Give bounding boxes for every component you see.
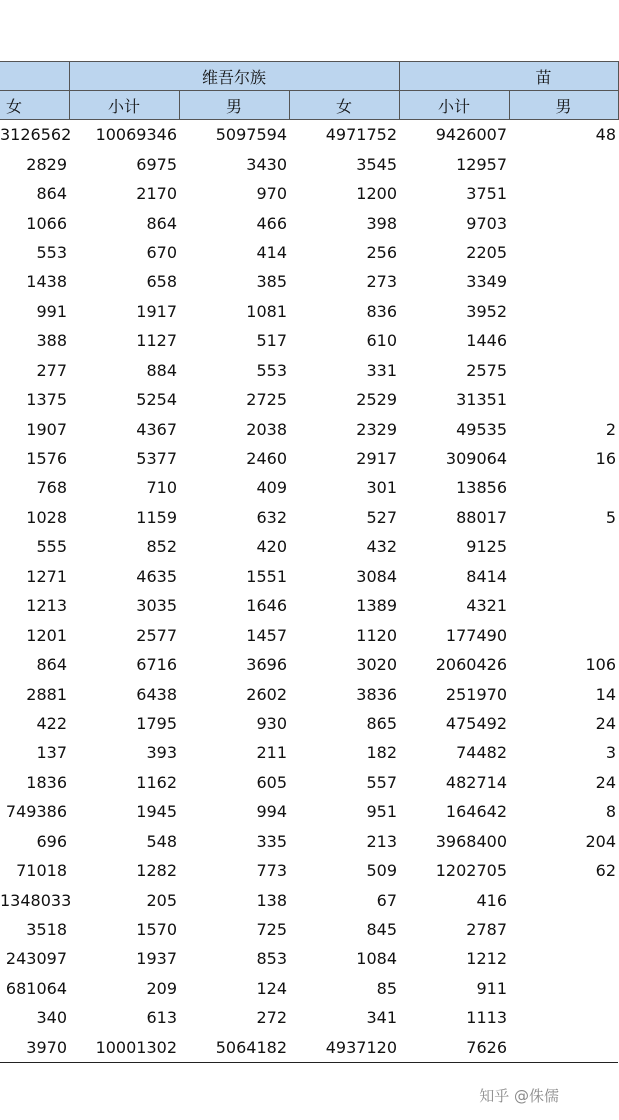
cell-female: 1084 — [356, 949, 397, 969]
cell-male: 1551 — [246, 566, 287, 586]
table-body — [0, 120, 618, 1063]
cell-male — [509, 208, 618, 237]
cell-subtotal: 5254 — [136, 390, 177, 410]
cell-male: 994 — [256, 802, 287, 822]
cell-female: 610 — [366, 331, 397, 351]
cell-female: 4937120 — [289, 1033, 399, 1063]
cell-female: 749386 — [5, 802, 67, 822]
table-row — [0, 532, 618, 561]
cell-female: 553 — [36, 242, 67, 262]
cell-subtotal: 2787 — [466, 920, 507, 940]
cell-male — [509, 385, 618, 414]
cell-female: 864 — [36, 655, 67, 675]
table-row — [0, 414, 618, 443]
cell-subtotal: 1282 — [136, 861, 177, 881]
cell-female: 509 — [366, 861, 397, 881]
cell-subtotal: 548 — [146, 831, 177, 851]
table-row — [0, 208, 618, 237]
cell-male: 773 — [256, 861, 287, 881]
cell-male — [509, 885, 618, 914]
cell-female: 2881 — [26, 684, 67, 704]
cell-subtotal: 7626 — [399, 1033, 509, 1063]
cell-male — [509, 179, 618, 208]
cell-female: 340 — [36, 1008, 67, 1028]
cell-female: 951 — [366, 802, 397, 822]
cell-male: 62 — [595, 861, 617, 881]
cell-female: 991 — [36, 301, 67, 321]
cell-subtotal: 393 — [146, 743, 177, 763]
cell-subtotal: 4321 — [466, 596, 507, 616]
table-row — [0, 356, 618, 385]
cell-subtotal: 884 — [146, 360, 177, 380]
cell-female: 1375 — [26, 390, 67, 410]
cell-subtotal: 3035 — [136, 596, 177, 616]
cell-male: 3430 — [246, 154, 287, 174]
cell-male: 930 — [256, 713, 287, 733]
cell-subtotal: 6716 — [136, 655, 177, 675]
cell-male: 420 — [256, 537, 287, 557]
table-row — [0, 827, 618, 856]
table-row — [0, 444, 618, 473]
cell-female: 1907 — [26, 419, 67, 439]
table-row — [0, 768, 618, 797]
column-header-female: 女 — [0, 91, 69, 120]
cell-male — [509, 326, 618, 355]
cell-subtotal: 416 — [476, 890, 507, 910]
cell-female: 243097 — [5, 949, 67, 969]
cell-subtotal: 10069346 — [95, 125, 177, 145]
cell-male: 632 — [256, 507, 287, 527]
cell-male: 2725 — [246, 390, 287, 410]
cell-male: 1457 — [246, 625, 287, 645]
cell-female: 71018 — [16, 861, 67, 881]
cell-female: 1201 — [26, 625, 67, 645]
column-header-male: 男 — [509, 91, 618, 120]
table-row — [0, 473, 618, 502]
table-row — [0, 238, 618, 267]
cell-male: 466 — [256, 213, 287, 233]
column-header-subtotal: 小计 — [69, 91, 179, 120]
cell-female: 3518 — [26, 920, 67, 940]
cell-female: 845 — [366, 920, 397, 940]
cell-female: 696 — [36, 831, 67, 851]
cell-male: 3696 — [246, 655, 287, 675]
cell-female: 213 — [366, 831, 397, 851]
cell-female: 331 — [366, 360, 397, 380]
cell-female: 3836 — [356, 684, 397, 704]
cell-male: 725 — [256, 920, 287, 940]
cell-subtotal: 482714 — [445, 772, 507, 792]
cell-male: 2460 — [246, 449, 287, 469]
cell-male: 517 — [256, 331, 287, 351]
cell-subtotal: 8414 — [466, 566, 507, 586]
cell-subtotal: 1212 — [466, 949, 507, 969]
cell-female: 1438 — [26, 272, 67, 292]
cell-subtotal: 49535 — [456, 419, 507, 439]
cell-female: 1836 — [26, 772, 67, 792]
cell-female: 3970 — [0, 1033, 69, 1063]
cell-male — [509, 1003, 618, 1032]
cell-male: 3 — [605, 743, 617, 763]
cell-subtotal: 3952 — [466, 301, 507, 321]
table-row — [0, 885, 618, 914]
cell-subtotal: 13856 — [456, 478, 507, 498]
header-column-row — [0, 91, 618, 120]
cell-subtotal: 1945 — [136, 802, 177, 822]
cell-female: 2529 — [356, 390, 397, 410]
cell-male: 2602 — [246, 684, 287, 704]
cell-male — [509, 267, 618, 296]
cell-subtotal: 1127 — [136, 331, 177, 351]
cell-female: 865 — [366, 713, 397, 733]
cell-male: 853 — [256, 949, 287, 969]
table-row — [0, 797, 618, 826]
table-row — [0, 562, 618, 591]
cell-male: 5097594 — [215, 125, 287, 145]
cell-subtotal: 2205 — [466, 242, 507, 262]
watermark-text: 知乎 @侏儒 — [479, 1087, 559, 1105]
cell-female: 301 — [366, 478, 397, 498]
table-row — [0, 915, 618, 944]
cell-subtotal: 670 — [146, 242, 177, 262]
cell-subtotal: 309064 — [445, 449, 507, 469]
cell-subtotal: 164642 — [445, 802, 507, 822]
cell-subtotal: 1162 — [136, 772, 177, 792]
cell-subtotal: 1202705 — [435, 861, 507, 881]
cell-male: 553 — [256, 360, 287, 380]
cell-female: 1066 — [26, 213, 67, 233]
table-row — [0, 267, 618, 296]
table-row — [0, 1033, 618, 1063]
cell-female: 422 — [36, 713, 67, 733]
cell-subtotal: 177490 — [445, 625, 507, 645]
column-header-male: 男 — [179, 91, 289, 120]
header-group-row — [0, 62, 618, 91]
cell-male — [509, 915, 618, 944]
cell-subtotal: 864 — [146, 213, 177, 233]
cell-subtotal: 2170 — [136, 184, 177, 204]
cell-male: 138 — [256, 890, 287, 910]
table-row — [0, 620, 618, 649]
cell-subtotal: 2060426 — [435, 655, 507, 675]
cell-female: 67 — [376, 890, 397, 910]
cell-subtotal: 4635 — [136, 566, 177, 586]
cell-male: 414 — [256, 242, 287, 262]
table-row — [0, 149, 618, 178]
cell-male: 124 — [256, 978, 287, 998]
cell-male: 1081 — [246, 301, 287, 321]
header-group-miao: 苗 — [399, 62, 618, 91]
cell-subtotal: 1159 — [136, 507, 177, 527]
cell-subtotal: 1570 — [136, 920, 177, 940]
table-row — [0, 179, 618, 208]
cell-male: 2038 — [246, 419, 287, 439]
cell-male — [509, 974, 618, 1003]
cell-male: 605 — [256, 772, 287, 792]
cell-subtotal: 31351 — [456, 390, 507, 410]
cell-subtotal: 12957 — [456, 154, 507, 174]
cell-female: 1348033 — [0, 890, 72, 910]
cell-female: 836 — [366, 301, 397, 321]
cell-male: 335 — [256, 831, 287, 851]
cell-male — [509, 944, 618, 973]
cell-female: 1213 — [26, 596, 67, 616]
cell-male — [509, 562, 618, 591]
cell-female: 3084 — [356, 566, 397, 586]
cell-female: 768 — [36, 478, 67, 498]
cell-subtotal: 1113 — [466, 1008, 507, 1028]
cell-subtotal: 1795 — [136, 713, 177, 733]
cell-male — [509, 620, 618, 649]
column-header-female: 女 — [289, 91, 399, 120]
table-row — [0, 385, 618, 414]
cell-female: 1200 — [356, 184, 397, 204]
cell-female: 1120 — [356, 625, 397, 645]
cell-subtotal: 1446 — [466, 331, 507, 351]
cell-female: 137 — [36, 743, 67, 763]
cell-subtotal: 911 — [476, 978, 507, 998]
cell-female: 1271 — [26, 566, 67, 586]
cell-female: 1389 — [356, 596, 397, 616]
cell-female: 681064 — [5, 978, 67, 998]
cell-subtotal: 9426007 — [435, 125, 507, 145]
cell-female: 3020 — [356, 655, 397, 675]
cell-subtotal: 9125 — [466, 537, 507, 557]
table-row — [0, 944, 618, 973]
cell-male — [509, 473, 618, 502]
table-row — [0, 1003, 618, 1032]
cell-male — [509, 356, 618, 385]
cell-male: 24 — [595, 772, 617, 792]
cell-subtotal: 2577 — [136, 625, 177, 645]
cell-male: 2 — [605, 419, 617, 439]
cell-male: 5064182 — [179, 1033, 289, 1063]
cell-female: 555 — [36, 537, 67, 557]
header-group-blank — [0, 62, 69, 91]
cell-female: 3545 — [356, 154, 397, 174]
table-header — [0, 62, 618, 120]
cell-female: 388 — [36, 331, 67, 351]
table-row — [0, 326, 618, 355]
cell-male: 5 — [605, 507, 617, 527]
cell-male: 8 — [605, 802, 617, 822]
cell-male: 204 — [585, 831, 617, 851]
cell-male — [509, 532, 618, 561]
cell-subtotal: 3751 — [466, 184, 507, 204]
cell-female: 2329 — [356, 419, 397, 439]
cell-subtotal: 710 — [146, 478, 177, 498]
cell-subtotal: 3349 — [466, 272, 507, 292]
cell-subtotal: 9703 — [466, 213, 507, 233]
cell-male: 106 — [585, 655, 617, 675]
header-group-uyghur: 维吾尔族 — [69, 62, 399, 91]
cell-female: 432 — [366, 537, 397, 557]
cell-female: 2829 — [26, 154, 67, 174]
cell-male: 14 — [595, 684, 617, 704]
cell-subtotal: 4367 — [136, 419, 177, 439]
cell-female: 527 — [366, 507, 397, 527]
cell-female: 3126562 — [0, 125, 72, 145]
cell-subtotal: 205 — [146, 890, 177, 910]
table-row — [0, 709, 618, 738]
cell-male: 16 — [595, 449, 617, 469]
table-row — [0, 856, 618, 885]
cell-male — [509, 149, 618, 178]
cell-female: 398 — [366, 213, 397, 233]
cell-male — [509, 238, 618, 267]
cell-male: 970 — [256, 184, 287, 204]
cell-subtotal: 613 — [146, 1008, 177, 1028]
population-table-container — [0, 61, 617, 1063]
table-row — [0, 591, 618, 620]
column-header-subtotal: 小计 — [399, 91, 509, 120]
cell-subtotal: 658 — [146, 272, 177, 292]
cell-female: 341 — [366, 1008, 397, 1028]
table-row — [0, 679, 618, 708]
cell-subtotal: 74482 — [456, 743, 507, 763]
cell-subtotal: 852 — [146, 537, 177, 557]
cell-male: 1646 — [246, 596, 287, 616]
cell-female: 557 — [366, 772, 397, 792]
cell-subtotal: 2575 — [466, 360, 507, 380]
table-row — [0, 738, 618, 767]
cell-female: 182 — [366, 743, 397, 763]
cell-subtotal: 209 — [146, 978, 177, 998]
cell-male: 272 — [256, 1008, 287, 1028]
cell-female: 4971752 — [325, 125, 397, 145]
cell-female: 1576 — [26, 449, 67, 469]
cell-female: 2917 — [356, 449, 397, 469]
cell-male — [509, 1033, 618, 1063]
table-row — [0, 974, 618, 1003]
cell-female: 1028 — [26, 507, 67, 527]
cell-subtotal: 1917 — [136, 301, 177, 321]
cell-subtotal: 10001302 — [69, 1033, 179, 1063]
cell-subtotal: 88017 — [456, 507, 507, 527]
cell-male — [509, 297, 618, 326]
cell-male: 385 — [256, 272, 287, 292]
cell-male: 409 — [256, 478, 287, 498]
cell-female: 277 — [36, 360, 67, 380]
cell-male: 24 — [595, 713, 617, 733]
cell-subtotal: 3968400 — [435, 831, 507, 851]
cell-female: 864 — [36, 184, 67, 204]
cell-female: 256 — [366, 242, 397, 262]
cell-subtotal: 251970 — [445, 684, 507, 704]
table-row — [0, 297, 618, 326]
cell-subtotal: 5377 — [136, 449, 177, 469]
table-row — [0, 503, 618, 532]
population-table — [0, 61, 619, 1063]
cell-subtotal: 6975 — [136, 154, 177, 174]
cell-female: 273 — [366, 272, 397, 292]
cell-female: 85 — [376, 978, 397, 998]
cell-male: 48 — [595, 125, 617, 145]
cell-male — [509, 591, 618, 620]
table-row — [0, 120, 618, 150]
cell-subtotal: 475492 — [445, 713, 507, 733]
cell-subtotal: 1937 — [136, 949, 177, 969]
table-row — [0, 650, 618, 679]
cell-male: 211 — [256, 743, 287, 763]
cell-subtotal: 6438 — [136, 684, 177, 704]
